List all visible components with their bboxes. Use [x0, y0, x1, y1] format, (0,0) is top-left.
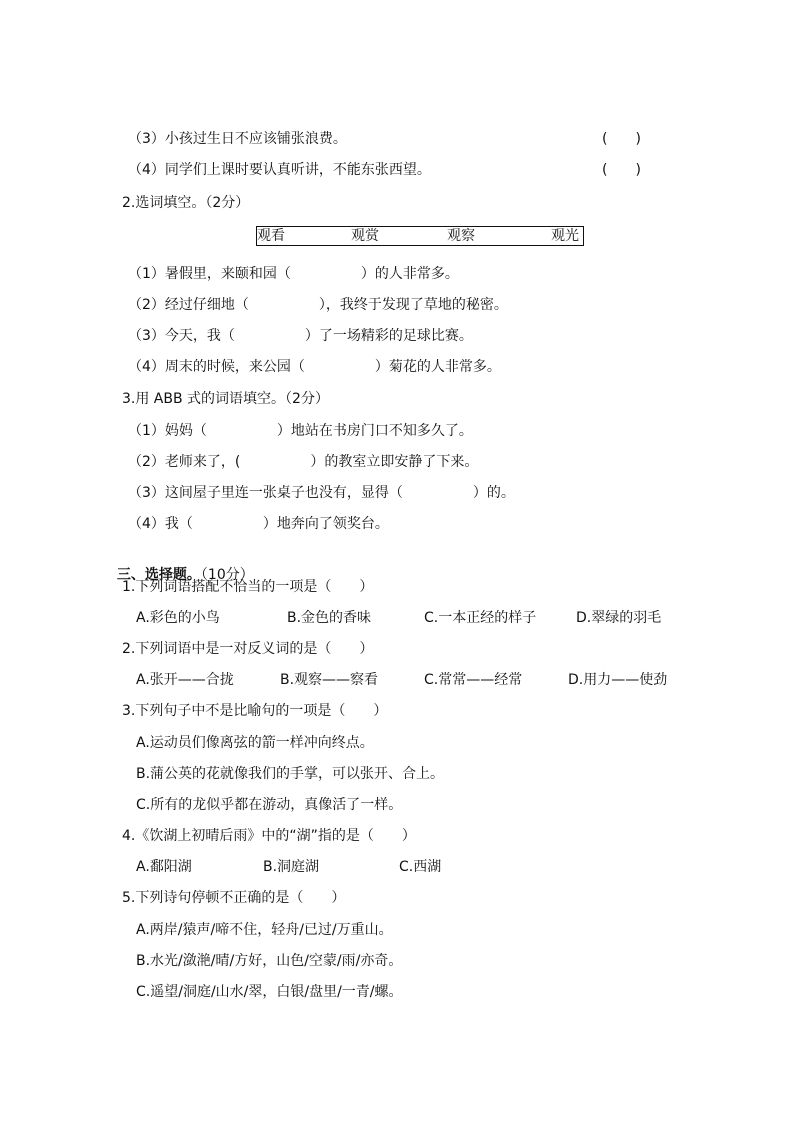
answer-paren[interactable]: ( ) — [602, 131, 641, 147]
section-score: （10分） — [200, 567, 254, 583]
question-title: 2.选词填空。（2分） — [122, 195, 250, 211]
option-d[interactable]: D.翠绿的羽毛 — [576, 610, 662, 626]
word-bank-item: 观看 — [257, 228, 285, 244]
judge-item-4: （4）同学们上课时要认真听讲，不能东张西望。 — [128, 162, 431, 178]
fill-item[interactable]: （1）暑假里，来颐和园（ ）的人非常多。 — [128, 266, 459, 282]
option-a[interactable]: A.张开——合拢 — [136, 672, 234, 688]
option-d[interactable]: D.用力——使劲 — [568, 672, 668, 688]
option-b[interactable]: B.洞庭湖 — [263, 859, 320, 875]
option-c[interactable]: C.所有的龙似乎都在游动，真像活了一样。 — [136, 797, 403, 813]
option-b[interactable]: B.水光/潋滟/晴/方好，山色/空蒙/雨/亦奇。 — [136, 953, 403, 969]
fill-item[interactable]: （1）妈妈（ ）地站在书房门口不知多久了。 — [128, 423, 473, 439]
question-title: 3.用 ABB 式的词语填空。（2分） — [122, 391, 329, 407]
question-stem: 5.下列诗句停顿不正确的是（ ） — [122, 890, 346, 906]
question-stem: 2.下列词语中是一对反义词的是（ ） — [122, 641, 374, 657]
option-b[interactable]: B.观察——察看 — [280, 672, 379, 688]
fill-item[interactable]: （2）经过仔细地（ ），我终于发现了草地的秘密。 — [128, 297, 508, 313]
option-b[interactable]: B.金色的香味 — [287, 610, 372, 626]
option-a[interactable]: A.鄱阳湖 — [136, 859, 192, 875]
fill-item[interactable]: （3）今天，我（ ）了一场精彩的足球比赛。 — [128, 328, 473, 344]
word-bank-item: 观察 — [447, 228, 475, 244]
fill-item[interactable]: （2）老师来了，( ）的教室立即安静了下来。 — [128, 454, 479, 470]
fill-item[interactable]: （4）我（ ）地奔向了领奖台。 — [128, 516, 389, 532]
answer-paren[interactable]: ( ) — [602, 162, 641, 178]
question-stem: 3.下列句子中不是比喻句的一项是（ ） — [122, 703, 388, 719]
option-c[interactable]: C.一本正经的样子 — [424, 610, 537, 626]
word-bank-item: 观赏 — [351, 228, 379, 244]
option-c[interactable]: C.西湖 — [399, 859, 442, 875]
option-b[interactable]: B.蒲公英的花就像我们的手掌，可以张开、合上。 — [136, 766, 445, 782]
question-stem: 1.下列词语搭配不恰当的一项是（ ） — [122, 579, 374, 595]
judge-item-3: （3）小孩过生日不应该铺张浪费。 — [128, 131, 347, 147]
option-a[interactable]: A.两岸/猿声/啼不住，轻舟/已过/万重山。 — [136, 922, 393, 938]
option-c[interactable]: C.遥望/洞庭/山水/翠，白银/盘里/一青/螺。 — [136, 984, 403, 1000]
option-a[interactable]: A.彩色的小鸟 — [136, 610, 220, 626]
section-heading-text: 三、选择题。 — [116, 567, 201, 583]
word-bank-item: 观光 — [551, 228, 579, 244]
question-stem: 4.《饮湖上初晴后雨》中的“湖”指的是（ ） — [122, 828, 416, 844]
fill-item[interactable]: （3）这间屋子里连一张桌子也没有，显得（ ）的。 — [128, 485, 515, 501]
option-c[interactable]: C.常常——经常 — [424, 672, 523, 688]
option-a[interactable]: A.运动员们像离弦的箭一样冲向终点。 — [136, 735, 374, 751]
fill-item[interactable]: （4）周末的时候，来公园（ ）菊花的人非常多。 — [128, 359, 501, 375]
word-bank-box — [256, 226, 584, 246]
